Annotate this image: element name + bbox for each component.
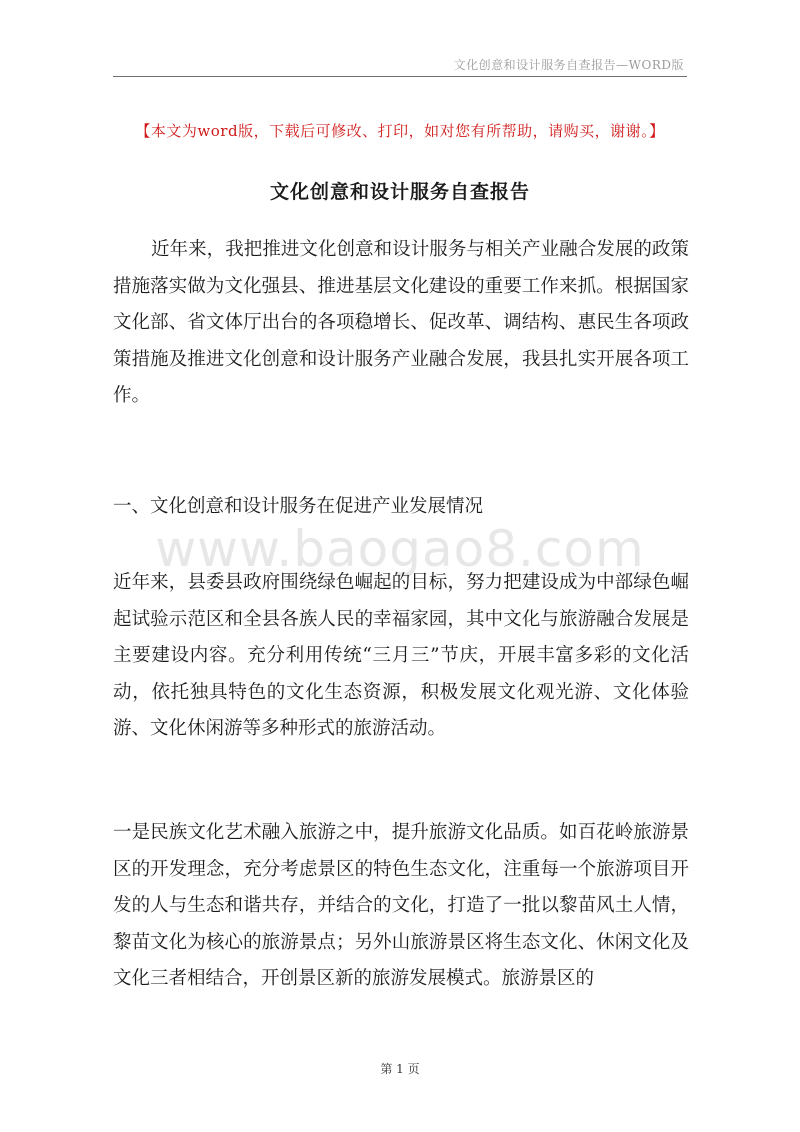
header-divider bbox=[113, 76, 687, 77]
paragraph-item-1: 一是民族文化艺术融入旅游之中，提升旅游文化品质。如百花岭旅游景区的开发理念，充分考虑景区的特色生态文化，注重每一个旅游项目开发的人与生态和谐共存，并结合的文化，打造了一批以黎苗风土人情，黎苗文化为核心的旅游景点；另外山旅游景区将生态文化、休闲文化及文化三者相结合，开创景区新的旅游发展模式。旅游景区的 bbox=[113, 822, 689, 989]
page-number: 第 1 页 bbox=[380, 1062, 420, 1076]
paragraph-intro: 近年来，我把推进文化创意和设计服务与相关产业融合发展的政策措施落实做为文化强县、推进基层文化建设的重要工作来抓。根据国家文化部、省文体厅出台的各项稳增长、促改革、调结构、惠民生各项政策措施及推进文化创意和设计服务产业融合发展，我县扎实开展各项工作。 bbox=[113, 239, 689, 406]
download-notice: 【本文为word版，下载后可修改、打印，如对您有所帮助，请购买，谢谢。】 bbox=[135, 122, 665, 140]
running-header: 文化创意和设计服务自查报告—WORD版 bbox=[453, 58, 684, 72]
section-heading-1: 一、文化创意和设计服务在促进产业发展情况 bbox=[113, 496, 484, 517]
document-title: 文化创意和设计服务自查报告 bbox=[269, 181, 530, 203]
paragraph-section-1: 近年来，县委县政府围绕绿色崛起的目标，努力把建设成为中部绿色崛起试验示范区和全县各族人民的幸福家园，其中文化与旅游融合发展是主要建设内容。充分利用传统“三月三”节庆，开展丰富多彩的文化活动，依托独具特色的文化生态资源，积极发展文化观光游、文化体验游、文化休闲游等多种形式的旅游活动。 bbox=[113, 572, 689, 739]
site-watermark: www.baogao8.com bbox=[155, 520, 645, 578]
